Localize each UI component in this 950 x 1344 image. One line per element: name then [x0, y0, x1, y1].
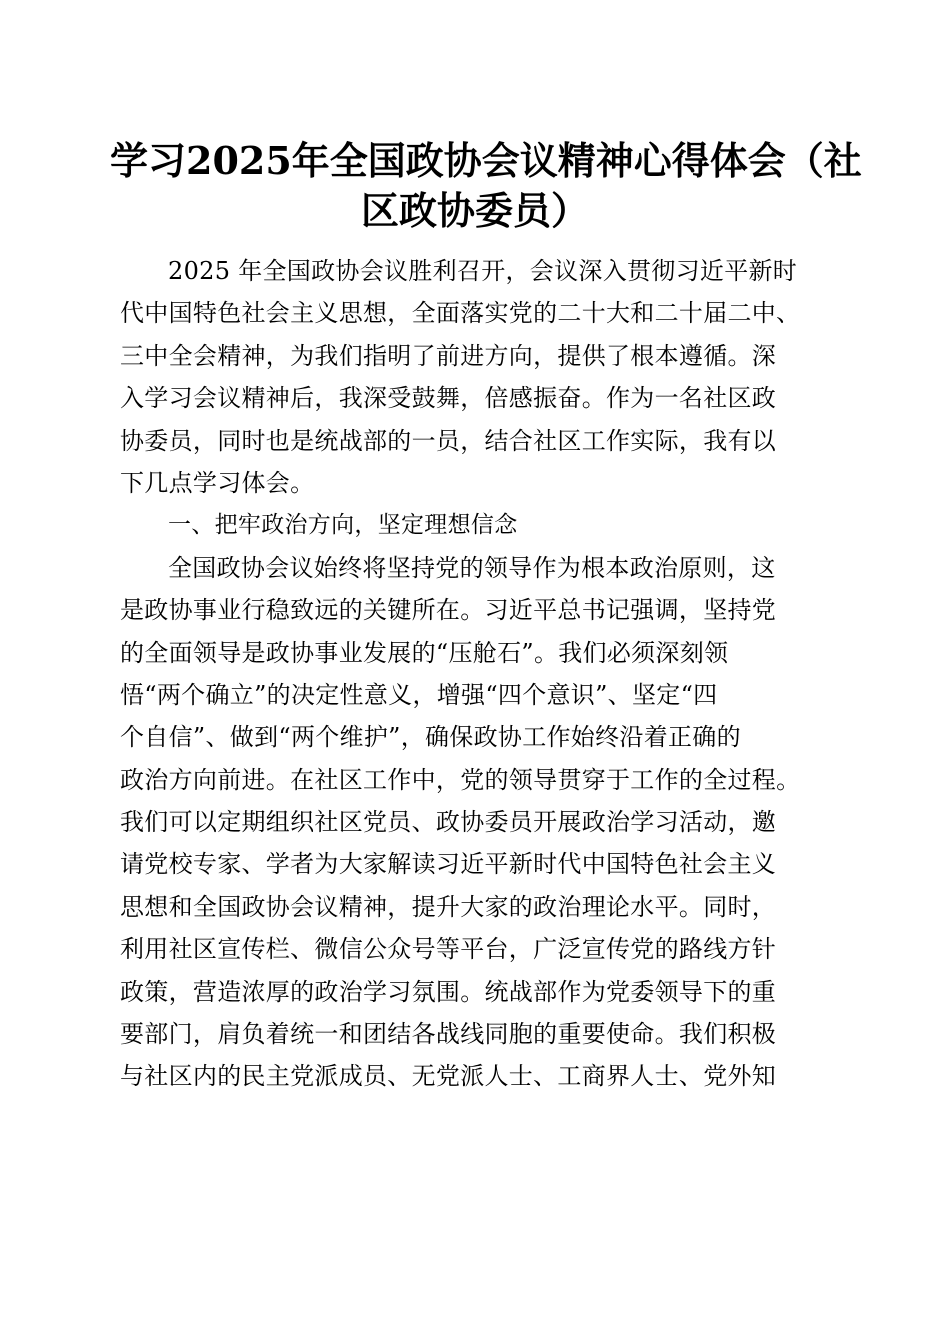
text-line: 2025 年全国政协会议胜利召开，会议深入贯彻习近平新时: [168, 257, 798, 285]
text-line: 我们可以定期组织社区党员、政协委员开展政治学习活动，邀: [120, 808, 777, 837]
text-line: 请党校专家、学者为大家解读习近平新时代中国特色社会主义: [120, 850, 777, 879]
text-line: 协委员，同时也是统战部的一员，结合社区工作实际，我有以: [120, 426, 777, 455]
text-line: 三中全会精神，为我们指明了前进方向，提供了根本遵循。深: [120, 341, 777, 370]
text-line: 是政协事业行稳致远的关键所在。习近平总书记强调，坚持党: [120, 596, 777, 625]
section-paragraph: [120, 547, 840, 1098]
text-line: 政治方向前进。在社区工作中，党的领导贯穿于工作的全过程。: [120, 765, 801, 794]
text-line: 个自信”、做到“两个维护”，确保政协工作始终沿着正确的: [120, 723, 741, 752]
title-line-2: 区政协委员）: [360, 188, 589, 233]
text-line: 下几点学习体会。: [120, 468, 315, 497]
text-line: 思想和全国政协会议精神，提升大家的政治理论水平。同时，: [120, 892, 777, 921]
text-line: 的全面领导是政协事业发展的“压舱石”。我们必须深刻领: [120, 638, 729, 667]
text-line: 悟“两个确立”的决定性意义，增强“四个意识”、坚定“四: [120, 680, 718, 709]
intro-paragraph: [120, 250, 840, 504]
text-line: 全国政协会议始终将坚持党的领导作为根本政治原则，这: [168, 553, 776, 582]
section-heading: 一、把牢政治方向，坚定理想信念: [168, 512, 518, 539]
text-line: 与社区内的民主党派成员、无党派人士、工商界人士、党外知: [120, 1062, 777, 1091]
text-line: 入学习会议精神后，我深受鼓舞，倍感振奋。作为一名社区政: [120, 384, 777, 413]
text-line: 代中国特色社会主义思想，全面落实党的二十大和二十届二中、: [120, 299, 801, 328]
document-body: [120, 250, 840, 1098]
text-line: 政策，营造浓厚的政治学习氛围。统战部作为党委领导下的重: [120, 977, 777, 1006]
title-line-1: 学习2025年全国政协会议精神心得体会（社: [110, 138, 862, 183]
text-line: 要部门，肩负着统一和团结各战线同胞的重要使命。我们积极: [120, 1020, 777, 1049]
text-line: 利用社区宣传栏、微信公众号等平台，广泛宣传党的路线方针: [120, 935, 777, 964]
document-title: [110, 136, 862, 236]
